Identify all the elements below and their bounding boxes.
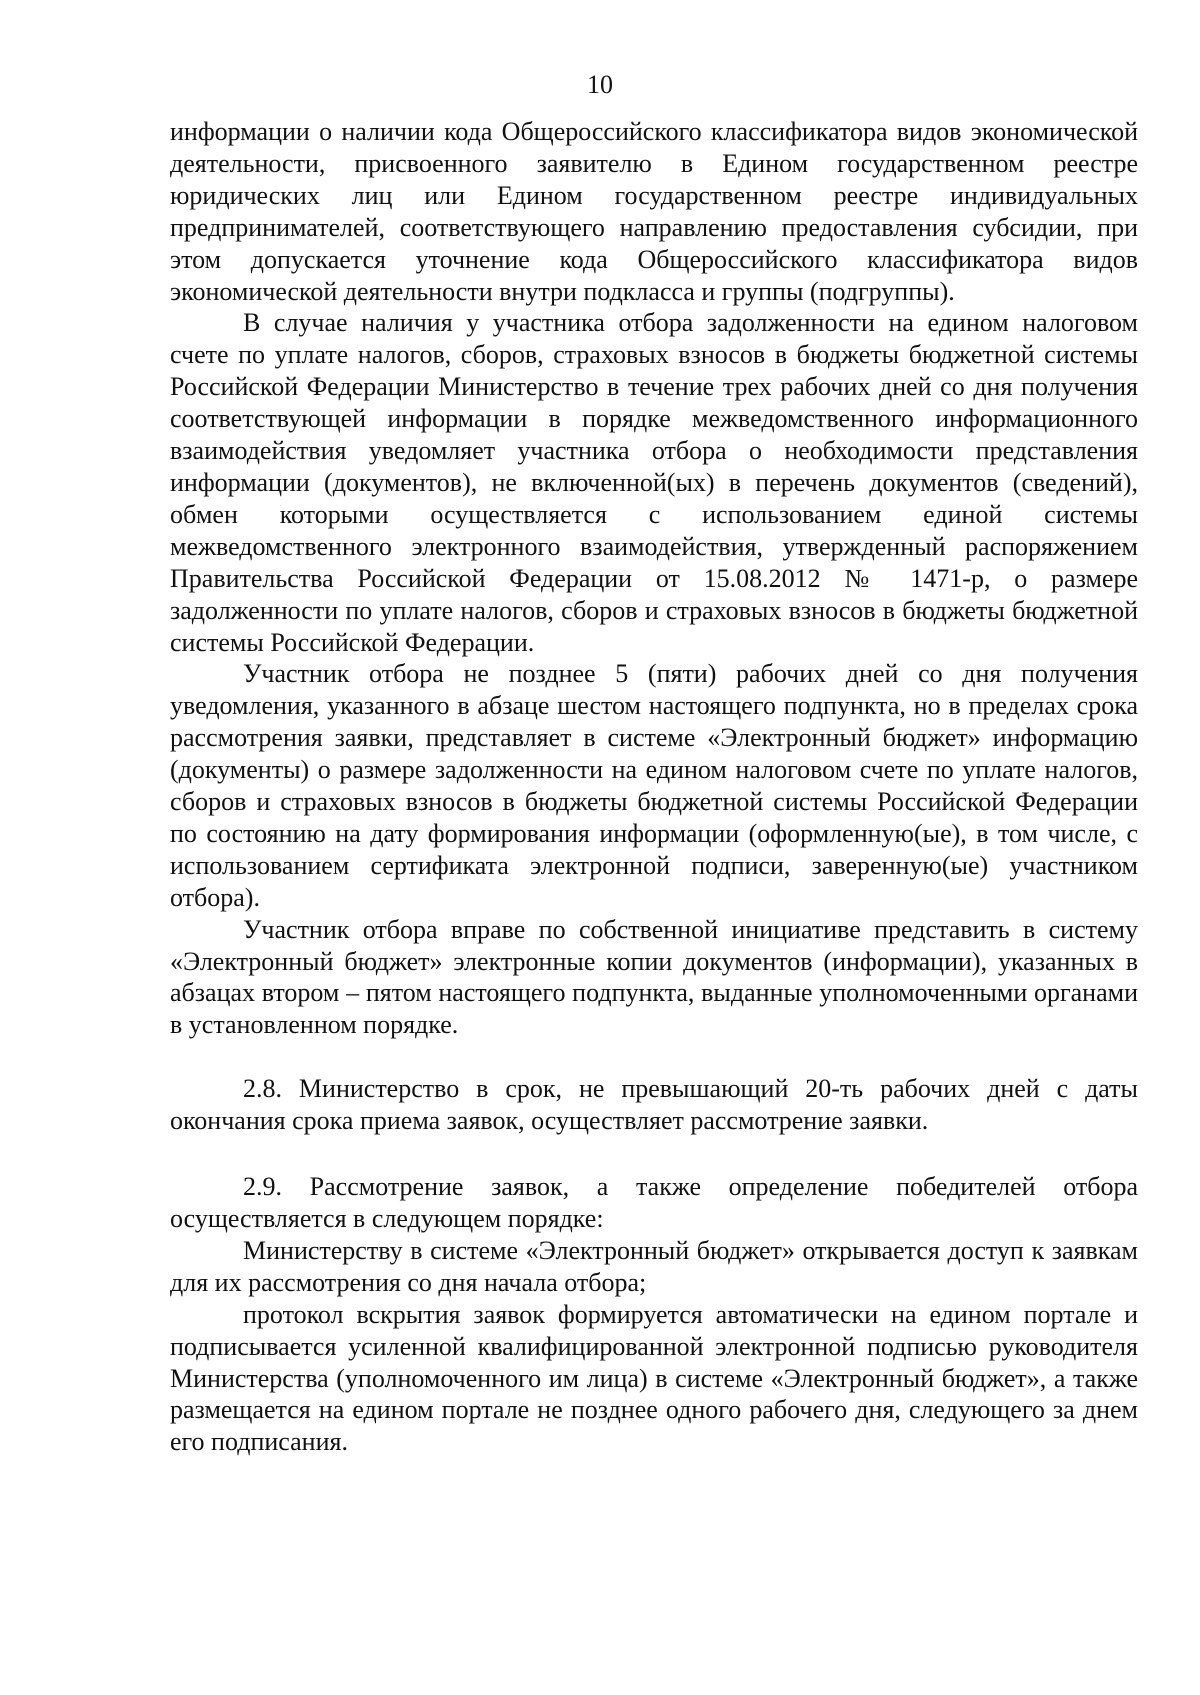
paragraph-section-2-8: 2.8. Министерство в срок, не превышающий 20-ть рабочих дней с даты окончания срока приема заявок, осуществляет рассмотрение заявки. [170,1074,1138,1136]
paragraph-ministry-access: Министерству в системе «Электронный бюджет» открывается доступ к заявкам для их рассмотрения со дня начала отбора; [170,1235,1138,1297]
paragraph-opening-protocol: протокол вскрытия заявок формируется автоматически на едином портале и подписывается усиленной квалифицированной электронной подписью руководителя Министерства (уполномоченного им лица) в системе «Электронный бюджет», а также размещается на едином портале не позднее одного рабочего дня, следующего за днем его подписания. [170,1299,1138,1457]
paragraph-own-initiative: Участник отбора вправе по собственной инициативе представить в систему «Электронный бюджет» электронные копии документов (информации), указанных в абзацах втором – пятом настоящего подпункта, выданные уполномоченными органами в установленном порядке. [170,914,1138,1040]
paragraph-section-2-9: 2.9. Рассмотрение заявок, а также определение победителей отбора осуществляется в следующем порядке: [170,1172,1138,1233]
paragraph-participant-submission: Участник отбора не позднее 5 (пяти) рабочих дней со дня получения уведомления, указанного в абзаце шестом настоящего подпункта, но в пределах срока рассмотрения заявки, представляет в системе «Электронный бюджет» информацию (документы) о размере задолженности на едином налоговом счете по уплате налогов, сборов и страховых взносов в бюджеты бюджетной системы Российской Федерации по состоянию на дату формирования информации (оформленную(ые), в том числе, с использованием сертификата электронной подписи, заверенную(ые) участником отбора). [170,659,1138,912]
page-number: 10 [587,70,613,99]
document-body [170,116,1138,1458]
paragraph-debt-notice: В случае наличия у участника отбора задолженности на едином налоговом счете по уплате налогов, сборов, страховых взносов в бюджеты бюджетной системы Российской Федерации Министерство в течение трех рабочих дней со дня получения соответствующей информации в порядке межведомственного информационного взаимодействия уведомляет участника отбора о необходимости представления информации (документов), не включенной(ых) в перечень документов (сведений), обмен которыми осуществляется с использованием единой системы межведомственного электронного взаимодействия, утвержденный распоряжением Правительства Российской Федерации от 15.08.2012 № 1471-р, о размере задолженности по уплате налогов, сборов и страховых взносов в бюджеты бюджетной системы Российской Федерации. [170,308,1138,657]
paragraph-continuation: информации о наличии кода Общероссийского классификатора видов экономической деятельности, присвоенного заявителю в Едином государственном реестре юридических лиц или Едином государственном реестре индивидуальных предпринимателей, соответствующего направлению предоставления субсидии, при этом допускается уточнение кода Общероссийского классификатора видов экономической деятельности внутри подкласса и группы (подгруппы). [170,117,1138,306]
